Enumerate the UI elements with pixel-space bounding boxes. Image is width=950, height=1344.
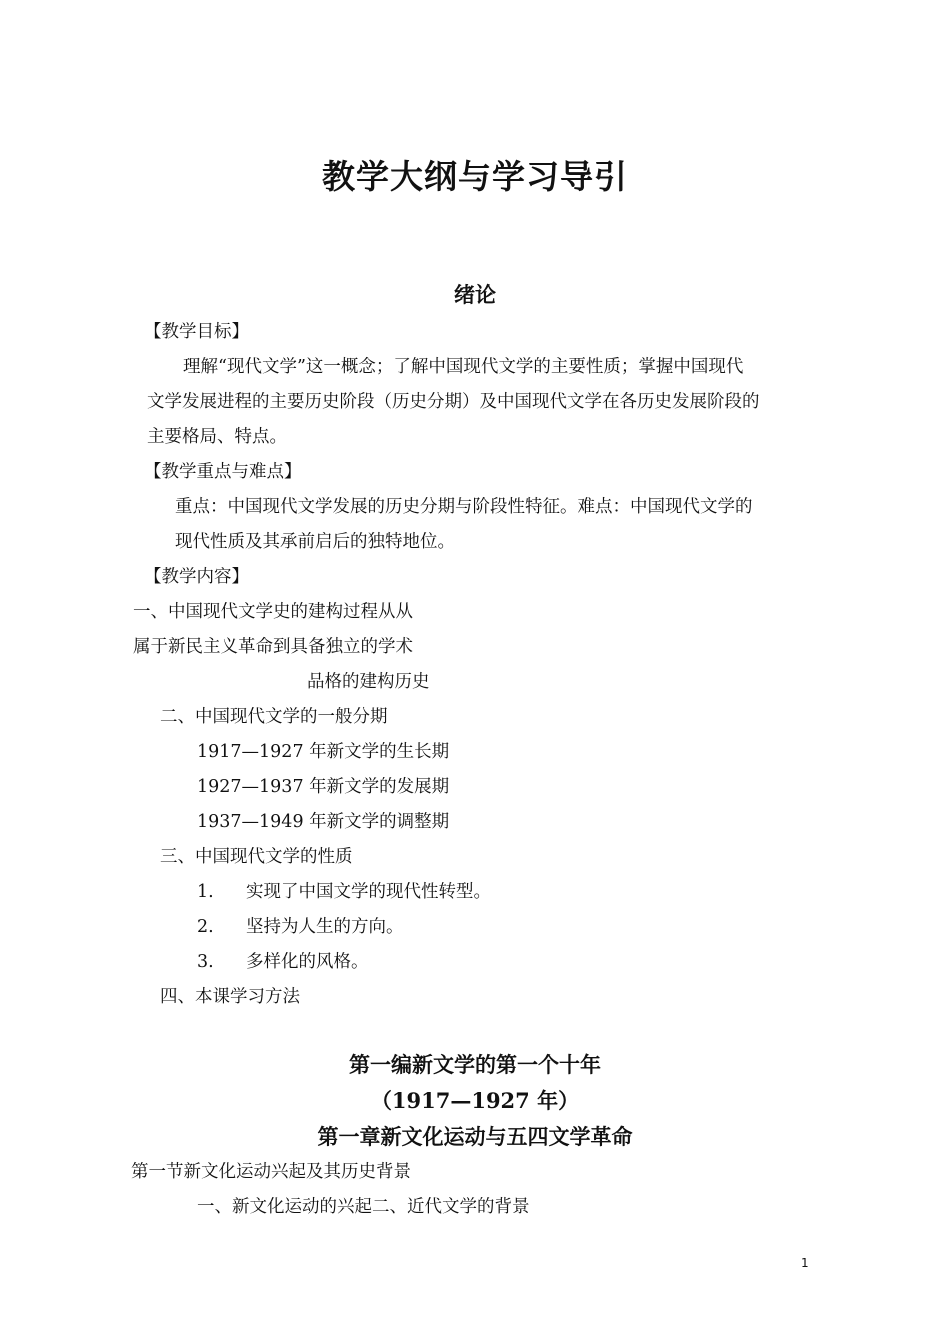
property-text: 坚持为人生的方向。: [246, 917, 404, 937]
section1-line-2: 属于新民主义革命到具备独立的学术: [133, 637, 413, 657]
goals-line-1: 理解“现代文学”这一概念；了解中国现代文学的主要性质；掌握中国现代: [183, 357, 744, 377]
intro-heading: 绪论: [454, 282, 496, 307]
content-label: 【教学内容】: [144, 567, 249, 587]
focus-line-1: 重点：中国现代文学发展的历史分期与阶段性特征。难点：中国现代文学的: [175, 497, 753, 517]
property-number: 2.: [197, 917, 214, 937]
part1-years: （1917—1927 年）: [370, 1088, 580, 1113]
chapter1-title: 第一章新文化运动与五四文学革命: [317, 1124, 633, 1149]
focus-label: 【教学重点与难点】: [144, 462, 302, 482]
section1-title: 第一节新文化运动兴起及其历史背景: [131, 1162, 411, 1182]
property-number: 1.: [197, 882, 214, 902]
page-number: 1: [801, 1256, 809, 1270]
period-item: 1937—1949 年新文学的调整期: [197, 812, 450, 832]
goals-label: 【教学目标】: [144, 322, 249, 342]
part1-title: 第一编新文学的第一个十年: [349, 1052, 601, 1077]
section3-heading: 三、中国现代文学的性质: [160, 847, 353, 867]
section1-line-3: 品格的建构历史: [307, 672, 430, 692]
subsections-line: 一、新文化运动的兴起二、近代文学的背景: [197, 1197, 530, 1217]
page-title: 教学大纲与学习导引: [322, 157, 628, 196]
section4-heading: 四、本课学习方法: [160, 987, 300, 1007]
property-text: 实现了中国文学的现代性转型。: [246, 882, 491, 902]
goals-line-2: 文学发展进程的主要历史阶段（历史分期）及中国现代文学在各历史发展阶段的: [147, 392, 760, 412]
period-item: 1927—1937 年新文学的发展期: [197, 777, 450, 797]
property-text: 多样化的风格。: [246, 952, 369, 972]
goals-line-3: 主要格局、特点。: [147, 427, 287, 447]
section2-heading: 二、中国现代文学的一般分期: [160, 707, 388, 727]
period-item: 1917—1927 年新文学的生长期: [197, 742, 450, 762]
focus-line-2: 现代性质及其承前启后的独特地位。: [175, 532, 455, 552]
section1-line-1: 一、中国现代文学史的建构过程从从: [133, 602, 413, 622]
property-number: 3.: [197, 952, 214, 972]
